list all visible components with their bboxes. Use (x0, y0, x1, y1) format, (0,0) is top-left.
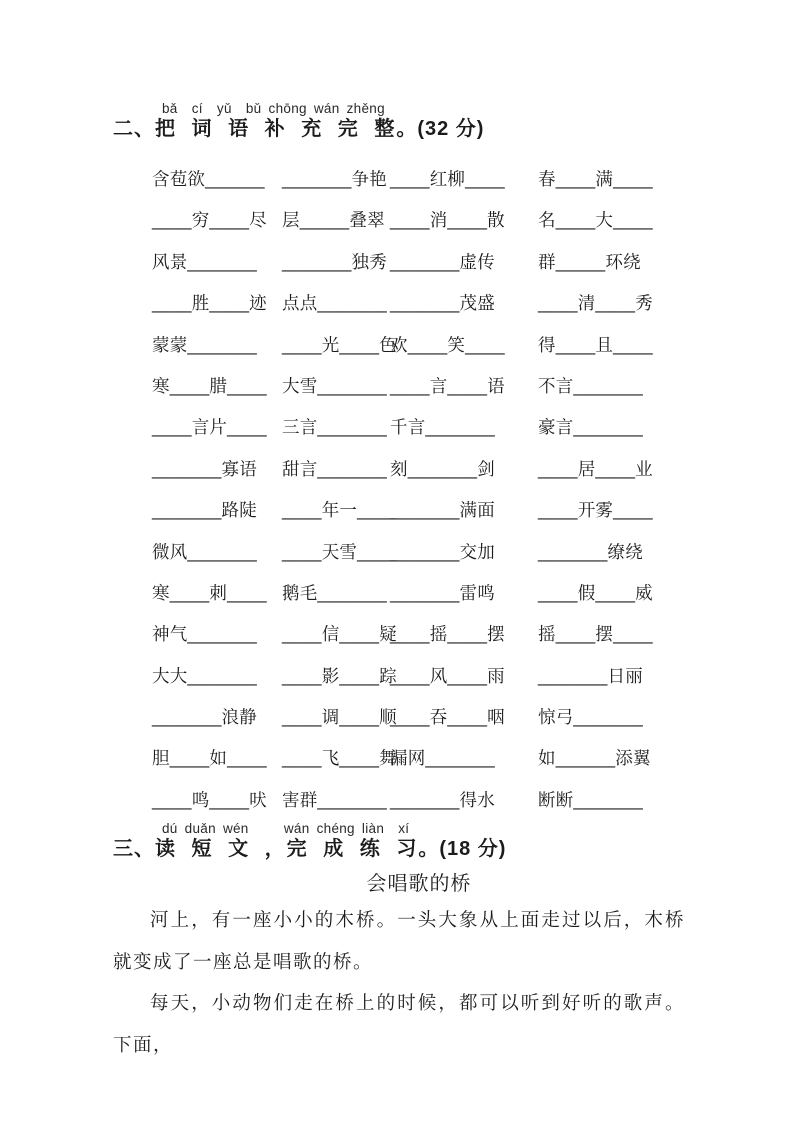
word-blank-item: _______茂盛 (390, 293, 495, 314)
word-blank-item: 不言_______ (538, 375, 643, 396)
word-blank-item: 层_____叠翠 (282, 210, 385, 231)
word-blank-item: 含苞欲______ (152, 169, 265, 189)
word-blank-item: 春____满____ (538, 169, 653, 189)
section2-number: 二、 (113, 118, 155, 140)
word-blank-item: _______雷鸣 (390, 582, 495, 603)
passage-paragraph: 每天，小动物们走在桥上的时候，都可以听到好听的歌声。下面， (113, 993, 685, 1057)
word-blank-item: ____穷____尽 (152, 210, 267, 231)
word-blank-item: 害群_______ (282, 789, 387, 810)
word-blank-item: _______交加 (390, 541, 495, 562)
word-blank-item: ____鸣____吠 (152, 789, 267, 810)
word-blank-item: ____光____色 (282, 334, 397, 355)
passage-paragraph: 河上，有一座小小的木桥。一头大象从上面走过以后，木桥就变成了一座总是唱歌的桥。 (113, 910, 685, 973)
word-blank-item: 神气_______ (152, 624, 257, 645)
section2-pinyin: bǎ cí yǔ bǔ chōng wán zhěng (162, 101, 385, 116)
word-blank-item: _______寡语 (152, 458, 257, 479)
word-blank-item: 点点_______ (282, 293, 387, 314)
section3-score: 。(18 分) (418, 838, 507, 861)
word-blank-item: 断断_______ (538, 789, 643, 810)
word-blank-item: 名____大____ (538, 210, 653, 231)
section3-pinyin: dú duǎn wén wán chéng liàn xí (162, 821, 410, 837)
section2-score: 。(32 分) (396, 118, 485, 140)
section3-title-line (113, 836, 685, 863)
word-blank-item: ____天雪____ (282, 541, 397, 562)
word-blank-item: ____消____散 (390, 210, 505, 231)
section2-title: 把 词 语 补 充 完 整 (155, 118, 397, 140)
word-blank-item: 摇____摆____ (538, 624, 653, 645)
section2-title-line (113, 116, 685, 143)
word-blank-item: 寒____刺____ (152, 582, 267, 603)
word-blank-item: ____红柳____ (390, 169, 505, 189)
word-grid (152, 159, 685, 821)
word-blank-item: 得____且____ (538, 334, 653, 355)
word-blank-item: 甜言_______ (282, 458, 387, 479)
word-blank-item: ____影____踪 (282, 665, 397, 686)
word-blank-item: 如______添翼 (538, 748, 651, 769)
word-blank-item: _______浪静 (152, 707, 257, 728)
word-blank-item: _______满面 (390, 500, 495, 521)
word-blank-item: _______缭绕 (538, 541, 643, 562)
word-blank-item: 大雪_______ (282, 375, 387, 396)
word-blank-item: 大大_______ (152, 665, 257, 686)
word-blank-item: ____摇____摆 (390, 624, 505, 645)
word-blank-item: ____飞____舞 (282, 748, 397, 769)
word-blank-item: 刻_______剑 (390, 458, 495, 479)
passage-title: 会唱歌的桥 (366, 873, 472, 896)
section3-title: 读 短 文 ，完 成 练 习 (155, 838, 419, 861)
word-blank-item: ____胜____迹 (152, 293, 267, 314)
section3-number: 三、 (113, 838, 155, 861)
section3-heading (113, 821, 685, 863)
word-blank-item: ____清____秀 (538, 293, 653, 314)
word-blank-item: ____吞____咽 (390, 707, 505, 728)
word-blank-item: 胆____如____ (152, 748, 267, 769)
word-blank-item: ____居____业 (538, 458, 653, 479)
word-blank-item: ____风____雨 (390, 665, 505, 686)
word-blank-item: 漏网_______ (390, 748, 495, 769)
word-blank-item: ____假____威 (538, 582, 653, 603)
reading-passage (113, 871, 685, 1066)
word-blank-item: 风景_______ (152, 251, 257, 272)
word-blank-item: _______日丽 (538, 665, 643, 686)
word-blank-item: _______虚传 (390, 251, 495, 272)
word-blank-item: 三言_______ (282, 417, 387, 438)
section2-heading (113, 101, 685, 143)
word-blank-item: _______得水 (390, 789, 495, 810)
passage-body (113, 900, 685, 1066)
word-blank-item: 鹅毛_______ (282, 582, 387, 603)
word-blank-item: ____信____疑 (282, 624, 397, 645)
word-blank-item: 微风_______ (152, 541, 257, 562)
word-blank-item: 豪言_______ (538, 417, 643, 438)
word-blank-item: ____调____顺 (282, 707, 397, 728)
word-blank-item: ____言片____ (152, 417, 267, 438)
word-blank-item: ____年一____ (282, 500, 397, 521)
word-blank-item: 千言_______ (390, 417, 495, 438)
word-blank-item: 欢____笑____ (390, 334, 505, 355)
word-blank-item: _______路陡 (152, 500, 257, 521)
word-blank-item: _______独秀 (282, 251, 387, 272)
word-blank-item: 寒____腊____ (152, 375, 267, 396)
word-blank-item: 群_____环绕 (538, 251, 641, 272)
word-blank-item: 惊弓_______ (538, 707, 643, 728)
word-blank-item: _______争艳 (282, 169, 387, 189)
word-blank-item: 蒙蒙_______ (152, 334, 257, 355)
word-blank-item: ____开雾____ (538, 500, 653, 521)
word-blank-item: ____言____语 (390, 375, 505, 396)
